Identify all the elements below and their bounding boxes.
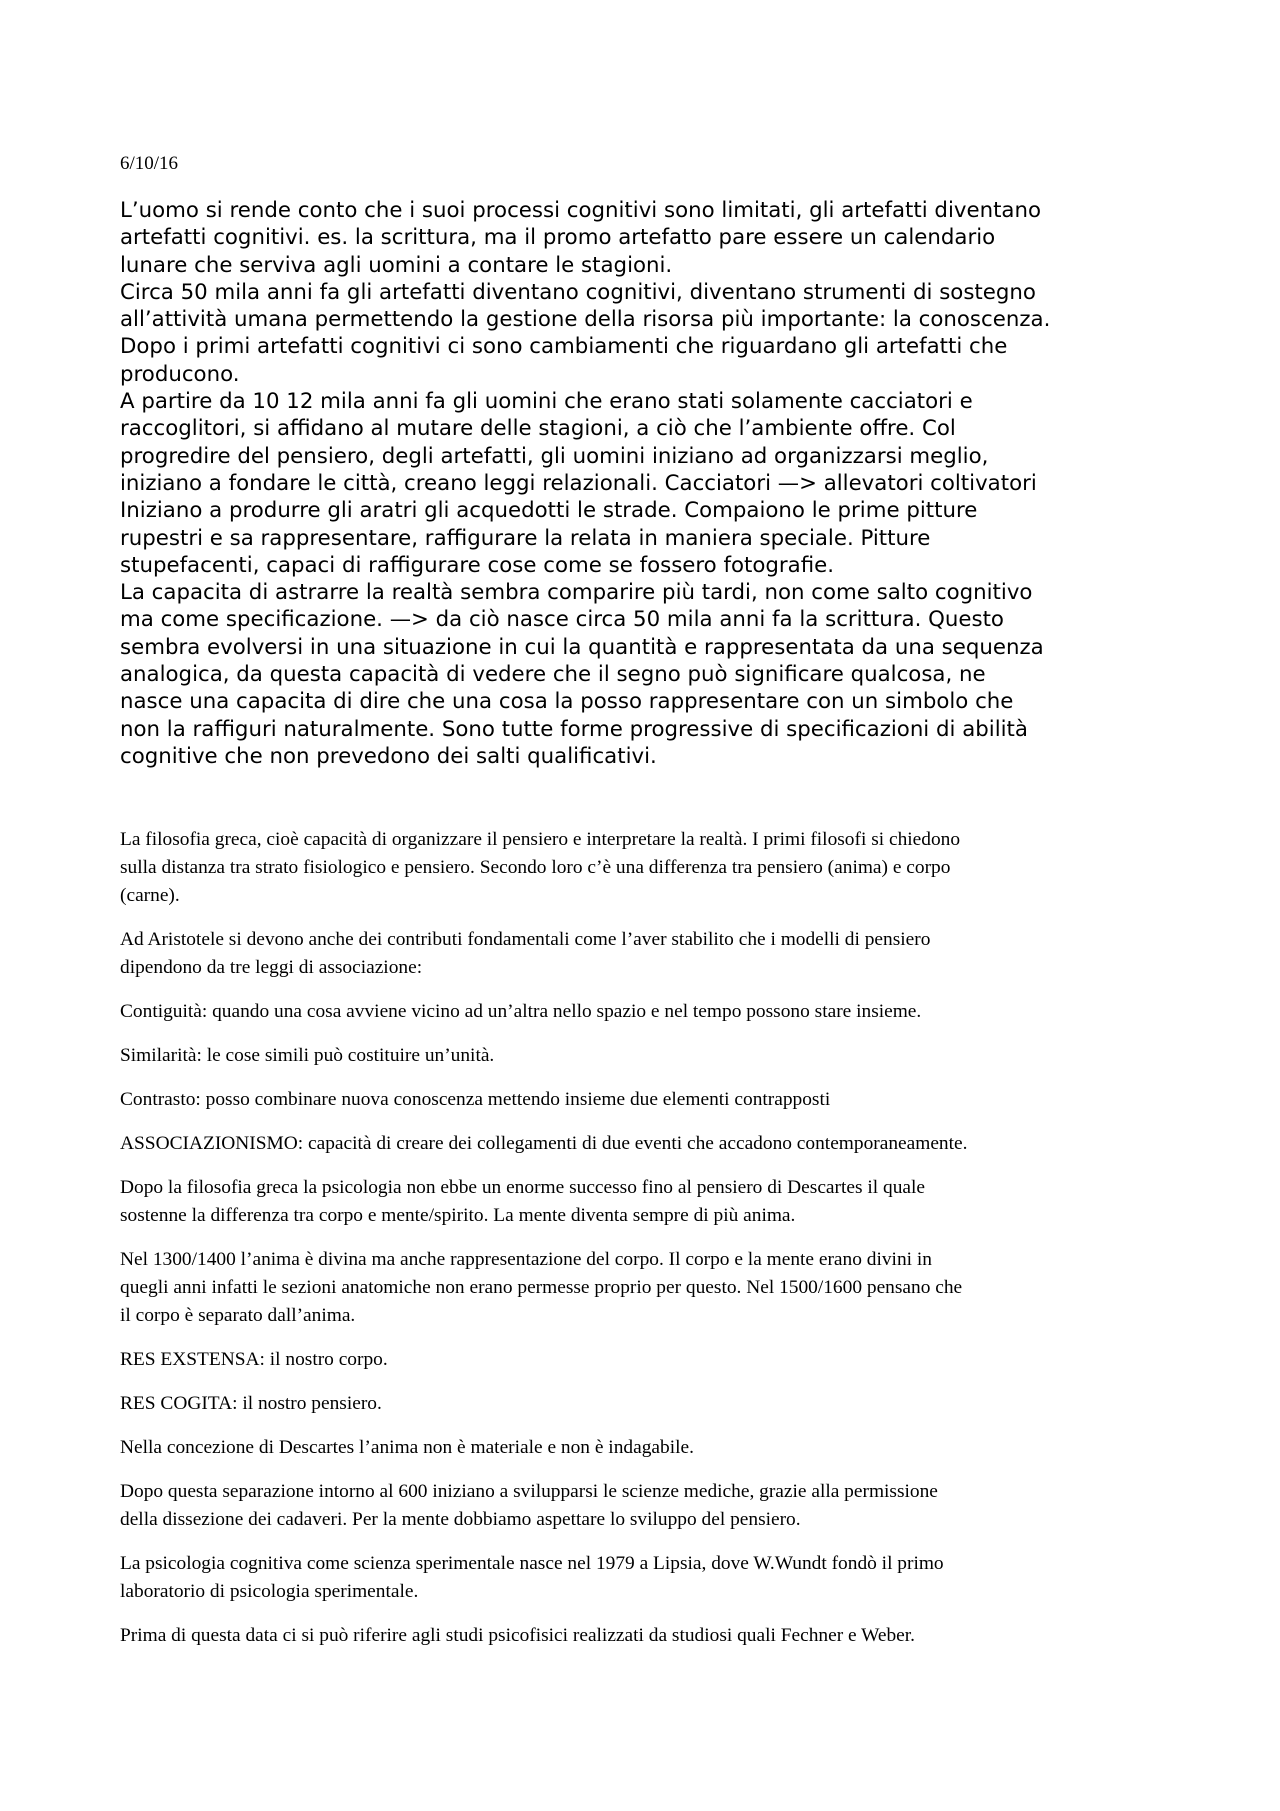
- paragraph: Nella concezione di Descartes l’anima non è materiale e non è indagabile.: [120, 1437, 694, 1458]
- paragraph: Dopo la filosofia greca la psicologia non ebbe un enorme successo fino al pensiero di Descartes il quale sostenne la differenza tra corpo e mente/spirito. La mente diventa sempre di più anima.: [120, 1177, 925, 1226]
- body-section: [120, 826, 1180, 1666]
- paragraph: A partire da 10 12 mila anni fa gli uomini che erano stati solamente cacciatori e raccoglitori, si affidano al mutare delle stagioni, a ciò che l’ambiente offre. Col progredire del pensiero, degli artefatti, gli uomini iniziano ad organizzarsi meglio, iniziano a fondare le città, creano leggi relazionali. Cacciatori —> allevatori coltivatori Iniziano a produrre gli aratri gli acquedotti le strade. Compaiono le prime pitture rupestri e sa rappresentare, raffigurare la relata in maniera speciale. Pitture stupefacenti, capaci di raffigurare cose come se fossero fotografie.: [120, 389, 1037, 578]
- paragraph: La filosofia greca, cioè capacità di organizzare il pensiero e interpretare la realtà. I primi filosofi si chiedono sulla distanza tra strato fisiologico e pensiero. Secondo loro c’è una differenza tra pensiero (anima) e corpo (carne).: [120, 829, 961, 906]
- paragraph: ASSOCIAZIONISMO: capacità di creare dei collegamenti di due eventi che accadono contemporaneamente.: [120, 1133, 968, 1154]
- document-date: 6/10/16: [120, 153, 179, 174]
- paragraph: Contiguità: quando una cosa avviene vicino ad un’altra nello spazio e nel tempo possono stare insieme.: [120, 1001, 922, 1022]
- intro-section: [120, 197, 1180, 770]
- paragraph: Dopo i primi artefatti cognitivi ci sono cambiamenti che riguardano gli artefatti che producono.: [120, 334, 1008, 387]
- paragraph: Contrasto: posso combinare nuova conoscenza mettendo insieme due elementi contrapposti: [120, 1089, 831, 1110]
- paragraph: RES COGITA: il nostro pensiero.: [120, 1393, 382, 1414]
- paragraph: RES EXSTENSA: il nostro corpo.: [120, 1349, 388, 1370]
- paragraph: Similarità: le cose simili può costituire un’unità.: [120, 1045, 495, 1066]
- paragraph: La psicologia cognitiva come scienza sperimentale nasce nel 1979 a Lipsia, dove W.Wundt fondò il primo laboratorio di psicologia sperimentale.: [120, 1553, 944, 1602]
- paragraph: Nel 1300/1400 l’anima è divina ma anche rappresentazione del corpo. Il corpo e la mente erano divini in quegli anni infatti le sezioni anatomiche non erano permesse proprio per questo. Nel 1500/1600 pensano che il corpo è separato dall’anima.: [120, 1249, 963, 1326]
- paragraph: Prima di questa data ci si può riferire agli studi psicofisici realizzati da studiosi quali Fechner e Weber.: [120, 1625, 916, 1646]
- paragraph: Circa 50 mila anni fa gli artefatti diventano cognitivi, diventano strumenti di sostegno all’attività umana permettendo la gestione della risorsa più importante: la conoscenza.: [120, 279, 1051, 333]
- paragraph: Ad Aristotele si devono anche dei contributi fondamentali come l’aver stabilito che i modelli di pensiero dipendono da tre leggi di associazione:: [120, 929, 931, 978]
- paragraph: Dopo questa separazione intorno al 600 iniziano a svilupparsi le scienze mediche, grazie alla permissione della dissezione dei cadaveri. Per la mente dobbiamo aspettare lo sviluppo del pensiero.: [120, 1481, 938, 1530]
- paragraph: La capacita di astrarre la realtà sembra comparire più tardi, non come salto cognitivo ma come specificazione. —> da ciò nasce circa 50 mila anni fa la scrittura. Questo sembra evolversi in una situazione in cui la quantità e rappresentata da una sequenza analogica, da questa capacità di vedere che il segno può significare qualcosa, ne nasce una capacita di dire che una cosa la posso rappresentare con un simbolo che non la raffiguri naturalmente. Sono tutte forme progressive di specificazioni di abilità cognitive che non prevedono dei salti qualificativi.: [120, 580, 1044, 769]
- paragraph: L’uomo si rende conto che i suoi processi cognitivi sono limitati, gli artefatti diventano artefatti cognitivi. es. la scrittura, ma il promo artefatto pare essere un calendario lunare che serviva agli uomini a contare le stagioni.: [120, 198, 1041, 278]
